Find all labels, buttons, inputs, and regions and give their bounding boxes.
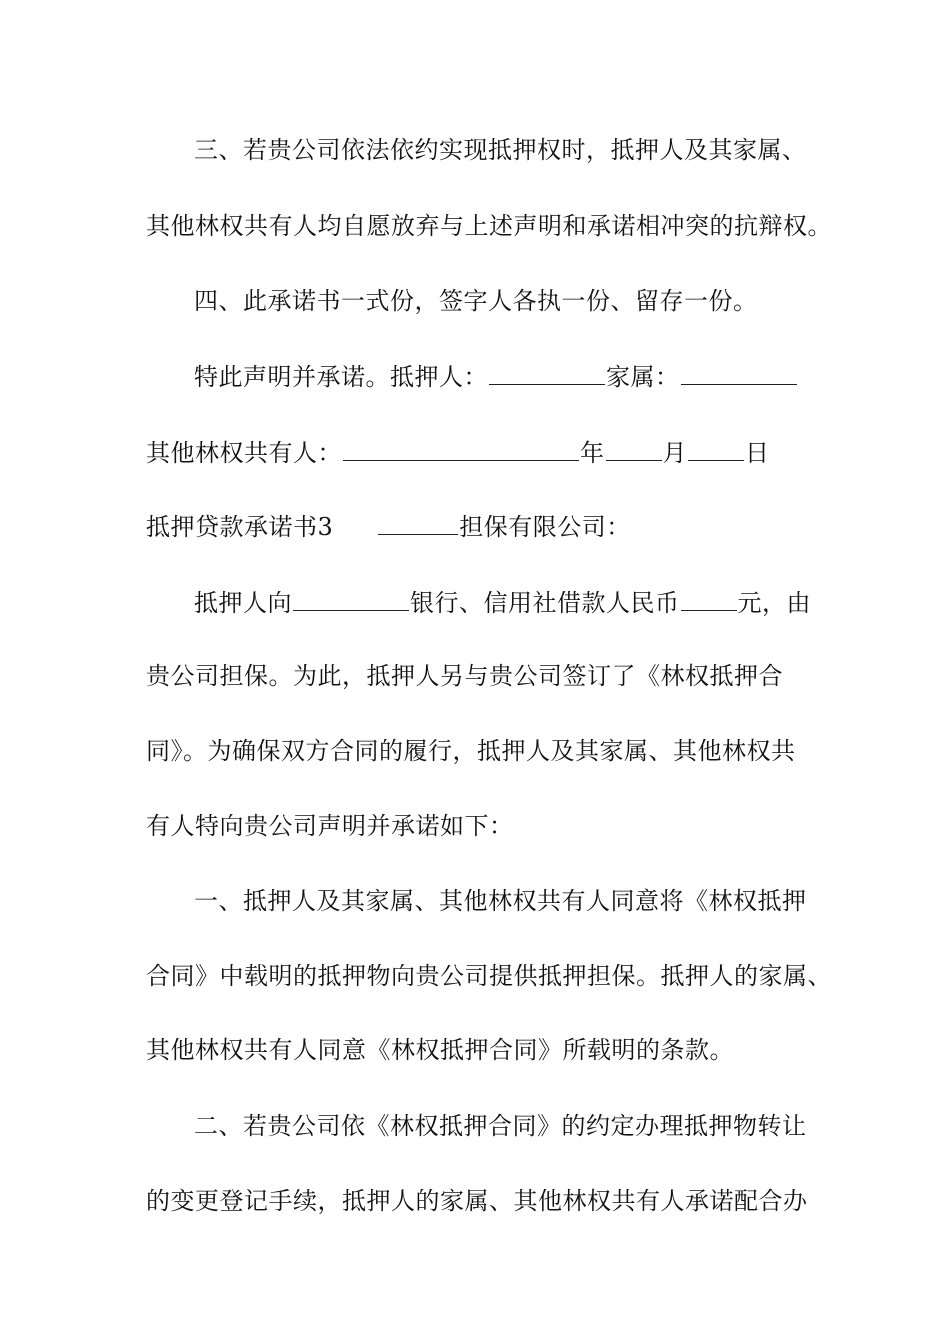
text-line: 银行、信用社借款人民币: [410, 589, 680, 617]
text-line: 一、抵押人及其家属、其他林权共有人同意将《林权抵押: [194, 887, 807, 915]
paragraph-line: [0, 810, 950, 842]
paragraph-line: [0, 660, 950, 692]
paragraph-line: [0, 586, 950, 619]
paragraph-line: [0, 210, 950, 242]
day-blank: [688, 436, 744, 461]
day-label: 日: [745, 439, 770, 467]
text-line: 其他林权共有人同意《林权抵押合同》所载明的条款。: [146, 1036, 734, 1064]
month-blank: [606, 436, 662, 461]
text-line: 有人特向贵公司声明并承诺如下：: [146, 812, 514, 840]
text-line: 四、此承诺书一式份，签字人各执一份、留存一份。: [194, 287, 758, 315]
text-line: 元，由: [737, 589, 811, 617]
year-label: 年: [580, 439, 605, 467]
co-owner-blank: [343, 436, 579, 461]
company-blank: [378, 510, 458, 535]
paragraph-line: [0, 1185, 950, 1217]
heading-line: [0, 510, 950, 543]
paragraph-line: [0, 134, 950, 166]
text-line: 二、若贵公司依《林权抵押合同》的约定办理抵押物转让: [194, 1112, 807, 1140]
family-blank: [681, 360, 797, 385]
paragraph-line: [0, 735, 950, 767]
amount-blank: [681, 586, 737, 611]
date-line: [0, 436, 950, 469]
paragraph-line: [0, 1110, 950, 1142]
text-line: 同》。为确保双方合同的履行，抵押人及其家属、其他林权共: [146, 737, 796, 765]
signature-line: [0, 360, 950, 393]
text-line: 的变更登记手续，抵押人的家属、其他林权共有人承诺配合办: [146, 1187, 808, 1215]
text-line: 三、若贵公司依法依约实现抵押权时，抵押人及其家属、: [194, 136, 807, 164]
co-owner-label: 其他林权共有人：: [146, 439, 342, 467]
paragraph-line: [0, 285, 950, 317]
paragraph-line: [0, 1034, 950, 1066]
bank-blank: [293, 586, 409, 611]
paragraph-line: [0, 885, 950, 917]
text-line: 贵公司担保。为此，抵押人另与贵公司签订了《林权抵押合: [146, 662, 783, 690]
text-line: 合同》中载明的抵押物向贵公司提供抵押担保。抵押人的家属、: [146, 962, 832, 990]
text-line: 其他林权共有人均自愿放弃与上述声明和承诺相冲突的抗辩权。: [146, 212, 832, 240]
month-label: 月: [662, 439, 687, 467]
addressee: 担保有限公司：: [459, 513, 631, 541]
paragraph-line: [0, 960, 950, 992]
text-line: 抵押人向: [194, 589, 292, 617]
statement-label: 特此声明并承诺。抵押人：: [194, 363, 488, 391]
mortgagor-blank: [489, 360, 605, 385]
family-label: 家属：: [606, 363, 680, 391]
document-title: 抵押贷款承诺书3: [146, 513, 334, 541]
